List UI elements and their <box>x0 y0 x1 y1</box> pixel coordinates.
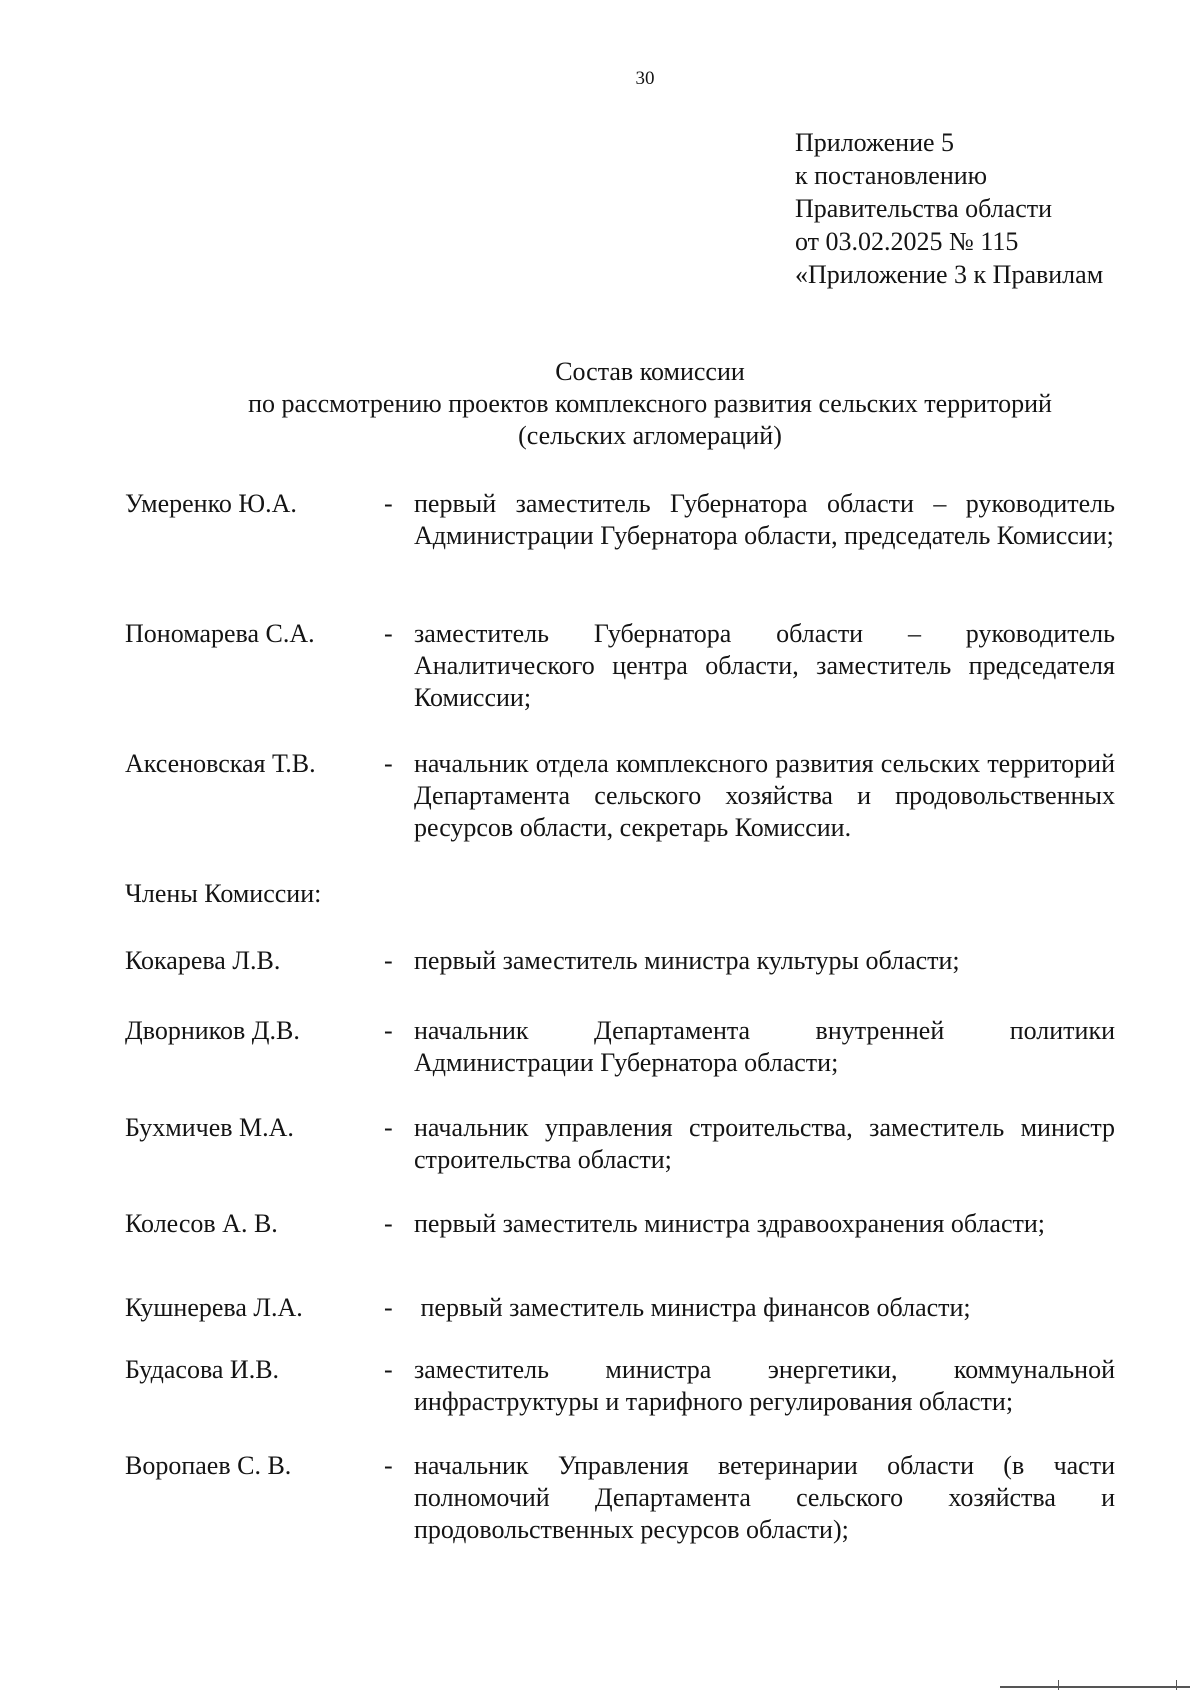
member-position: заместитель министра энергетики, коммунальной инфраструктуры и тарифного регулирования области; <box>414 1355 1115 1416</box>
member-dash: - <box>384 1113 393 1142</box>
member-dash: - <box>384 946 393 975</box>
member-position: первый заместитель министра здравоохранения области; <box>414 1209 1046 1238</box>
member-dash: - <box>384 619 393 648</box>
footer-tick <box>1058 1680 1059 1690</box>
footer-rule <box>1000 1686 1190 1689</box>
member-name: Аксеновская Т.В. <box>125 749 316 778</box>
footer-tick <box>1176 1680 1177 1690</box>
member-position: первый заместитель Губернатора области – руководитель Администрации Губернатора области, председатель Комиссии; <box>414 489 1115 550</box>
member-name: Умеренко Ю.А. <box>125 489 297 518</box>
appendix-line-1: Приложение 5 <box>795 128 955 157</box>
member-position: начальник Департамента внутренней политики Администрации Губернатора области; <box>414 1016 1115 1077</box>
member-dash: - <box>384 489 393 518</box>
appendix-line-3: Правительства области <box>795 194 1053 223</box>
member-name: Дворников Д.В. <box>125 1016 300 1045</box>
document-heading <box>150 356 1150 452</box>
appendix-line-5: «Приложение 3 к Правилам <box>795 260 1104 289</box>
member-dash: - <box>384 1451 393 1480</box>
member-dash: - <box>384 1355 393 1384</box>
member-position: начальник управления строительства, заместитель министр строительства области; <box>414 1113 1115 1174</box>
page-number: 30 <box>635 68 655 89</box>
members-label: Члены Комиссии: <box>125 879 322 908</box>
member-name: Воропаев С. В. <box>125 1451 292 1480</box>
member-name: Будасова И.В. <box>125 1355 280 1384</box>
member-name: Бухмичев М.А. <box>125 1113 294 1142</box>
member-dash: - <box>384 1293 393 1322</box>
heading-line-3: (сельских агломераций) <box>518 421 782 450</box>
member-position: начальник отдела комплексного развития сельских территорий Департамента сельского хозяйства и продовольственных ресурсов области, секретарь Комиссии. <box>414 749 1115 842</box>
member-position: первый заместитель министра культуры области; <box>414 946 960 975</box>
member-position: начальник Управления ветеринарии области (в части полномочий Департамента сельского хозяйства и продовольственных ресурсов области); <box>414 1451 1115 1544</box>
appendix-line-4: от 03.02.2025 № 115 <box>795 227 1019 256</box>
member-dash: - <box>384 1209 393 1238</box>
member-position: заместитель Губернатора области – руководитель Аналитического центра области, заместитель председателя Комиссии; <box>414 619 1115 712</box>
member-name: Колесов А. В. <box>125 1209 278 1238</box>
member-position: первый заместитель министра финансов области; <box>414 1293 971 1322</box>
member-name: Кушнерева Л.А. <box>125 1293 303 1322</box>
appendix-line-2: к постановлению <box>795 161 988 190</box>
heading-line-1: Состав комиссии <box>555 357 745 386</box>
member-dash: - <box>384 749 393 778</box>
appendix-block <box>795 126 1103 291</box>
heading-line-2: по рассмотрению проектов комплексного развития сельских территорий <box>248 389 1052 418</box>
member-dash: - <box>384 1016 393 1045</box>
member-name: Кокарева Л.В. <box>125 946 281 975</box>
member-name: Пономарева С.А. <box>125 619 315 648</box>
